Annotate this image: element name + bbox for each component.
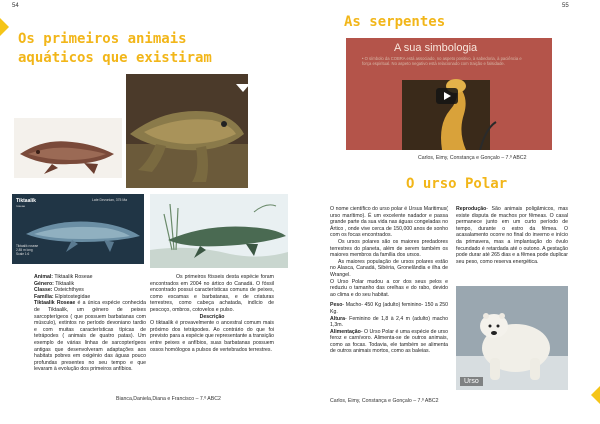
fact-genero: Género: Tiktaalik [34, 280, 75, 287]
fact-animal: Animal: Tiktaalik Roseae [34, 274, 93, 280]
play-icon[interactable] [436, 88, 458, 104]
page-number-left: 54 [12, 3, 19, 9]
fossil-image [14, 118, 122, 178]
urso-stat-altura: Altura- Feminino de 1,8 à 2,4 m (adulto) macho 1,3m. [330, 315, 448, 329]
urso-tag: Urso [460, 377, 483, 386]
urso-stat-peso: Peso- Macho- 450 Kg (adulto) feminino- 150 a 250 Kg. [330, 302, 448, 315]
serpentes-credit: Carlos, Eimy, Constança e Gonçalo – 7.º ABC2 [418, 155, 527, 161]
video-slide-text: • O símbolo da COBRA está associado, no aspeto positivo, à sabedoria, à paciência e força espiritual. No aspeto negativo está relacionado com traição e falsidade. [362, 56, 522, 67]
tiktaalik-label: Tiktaalik [16, 198, 36, 204]
urso-column-1 [330, 206, 448, 355]
history-paragraph: Os primeiros fósseis desta espécie foram encontrados em 2004 no ártico do Canadá. O fóssil encontrado possui características comuns de peixes, como escamas e barbatanas, e de criaturas terrestres, como cabeça achatada, indício de pescoço, ombros, cotovelos e pulso. [150, 274, 274, 313]
polar-bear-photo [456, 286, 568, 390]
arrow-left-icon[interactable] [0, 18, 9, 36]
urso-column-2 [456, 206, 568, 265]
urso-credit: Carlos, Eimy, Constança e Gonçalo – 7.º ABC2 [330, 398, 439, 404]
left-credit: Bianca,Daniela,Diana e Francisco – 7.º ABC2 [116, 396, 221, 402]
tiktaalik-facts [34, 274, 146, 373]
urso-title: O urso Polar [406, 176, 508, 192]
description-paragraph: O tiktaalik é provavelmente o ancestral comum mais próximo dos tetrápodes. Ao contrário do que foi previsto para a espécie que representante a transição entre peixes e anfíbios, suas barbatanas possuem ossos homólogos a pulsos de vertebrados terrestres. [150, 320, 275, 353]
serpentes-title: As serpentes [344, 14, 446, 30]
tiktaalik-scale: Tiktaalik roseae 2.85 m long Scale 1:6 [16, 244, 39, 256]
urso-paragraph-3: As maiores população de ursos polares estão no Alasca, Canadá, Sibéria, Gronelândia e ilha de Wrangel. [330, 258, 448, 278]
urso-reproducao: Reprodução- São animais poligâmicos, mas existe disputa de machos por fêmeas. O casal permanece junto em um curto período de tempo, durante o estro da fêmea. O acasalamento ocorre no final do inverno e início da primavera, mas a implantação do óvulo fecundado é retardada até o outono. A gestação pode durar até 265 dias e a fêmea pode duplicar seu peso, como reserva energética. [456, 206, 568, 265]
arrow-right-icon[interactable] [591, 386, 600, 404]
tiktaalik-illustration [12, 194, 144, 264]
fact-familia: Família: Elpistostegidae [34, 293, 91, 300]
urso-stat-alimentacao: Alimentação- O Urso Polar é uma espécie de urso feroz e carnívoro. Alimenta-se de outros animais, como as focas. Todavia, ele também se alimenta de outros animais mortos, como as baleias. [330, 328, 448, 355]
right-page [300, 0, 600, 424]
tiktaalik-photo [126, 74, 248, 188]
dropdown-arrow-icon[interactable] [236, 84, 248, 92]
urso-paragraph-1: O nome científico do urso polar é Ursus Maritimus( urso marítimo). É um excelente nadador e passa grande parte da sua vida nas águas congeladas no Ártico , onde vive cerca de 150,000 anos de sonho com os focas encontrados. [330, 206, 448, 239]
urso-paragraph-2: Os ursos polares são os maiores predadores terrestres do planeta, além de serem também os maiores membros da família dos ursos. [330, 238, 448, 259]
urso-paragraph-4: O Urso Polar mudou a cor dos seus pelos e reduziu o tamanho das orelhas e do rabo, devido ao clima e do seu habitat. [330, 278, 448, 298]
page-number-right: 55 [562, 3, 569, 9]
fact-classe: Classe: Osteichthyes [34, 287, 84, 294]
tiktaalik-era: Late Devonian, 375 Ma [92, 198, 128, 202]
description-heading: Descrição [199, 313, 225, 320]
fact-description: Tiktaalik Roseae é a única espécie conhecida de Tiktaalik, um género de peixes sarcopterígeos ( que possuem barbatanas com músculo), extintos no período devoniano tardio e com muitas características típicas de tetrápodes ( animais de quatro patas). Um exemplo de várias linhas de sarcopterígeos antigas que desenvolveram adaptações aos habitats pobres em oxigénio das águas pouco profundas presentes no seu tempo e que levaram à evolução dos primeiros anfíbios. [34, 300, 146, 373]
tiktaalik-sublabel: roseae [16, 204, 26, 208]
video-slide-title: A sua simbologia [394, 42, 478, 54]
serpentes-video[interactable] [346, 38, 552, 150]
tetrapod-illustration [150, 194, 288, 268]
left-page-title: Os primeiros animais aquáticos que existiram [18, 31, 212, 66]
tiktaalik-history [150, 274, 274, 353]
